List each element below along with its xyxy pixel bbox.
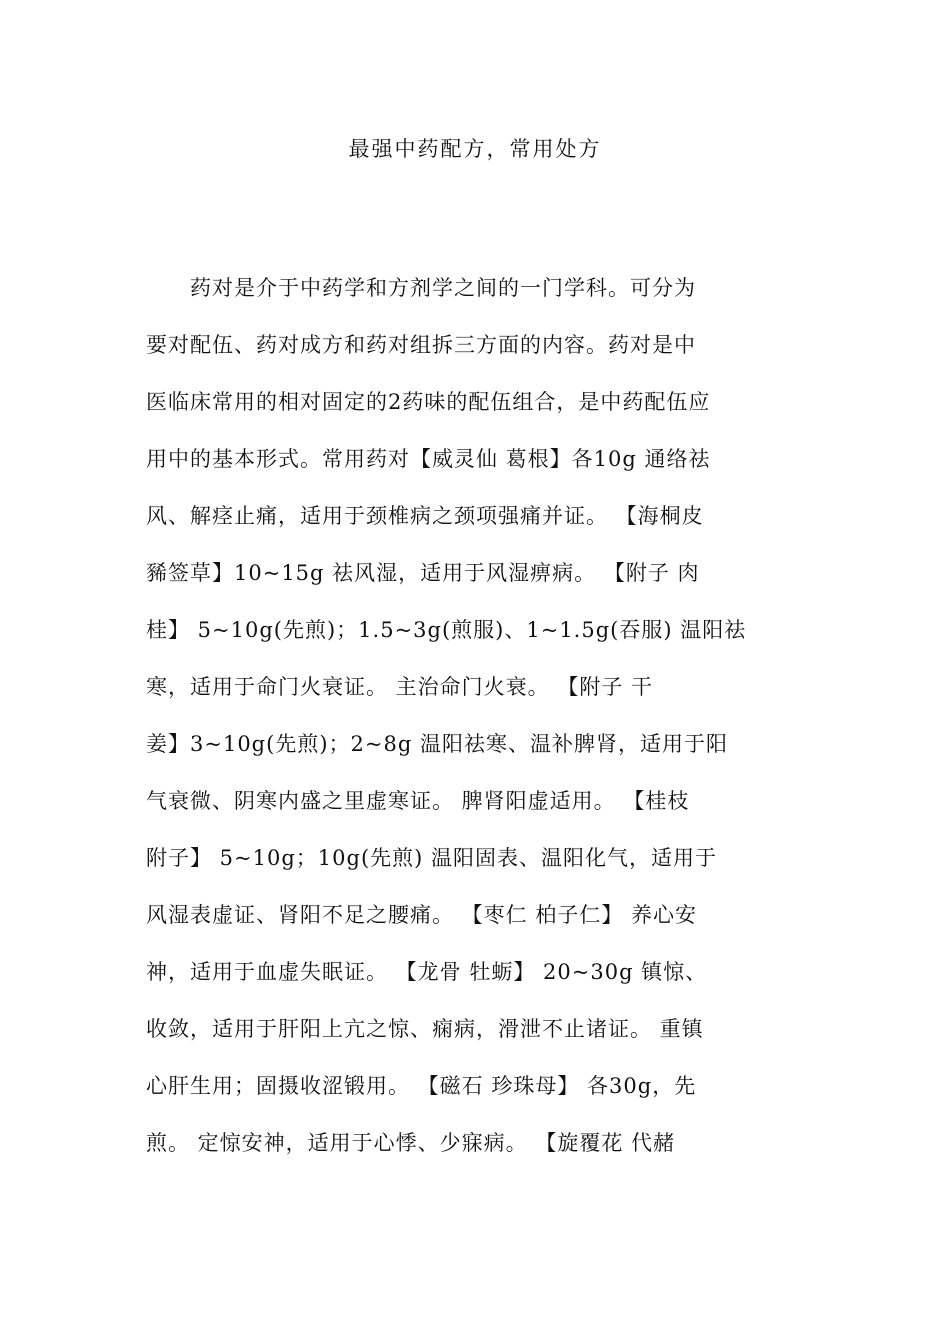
text-line: 附子】 5~10g；10g(先煎) 温阳固表、温阳化气，适用于 [146, 846, 718, 870]
document-title: 最强中药配方，常用处方 [348, 137, 602, 161]
text-line: 风湿表虚证、肾阳不足之腰痛。 【枣仁 柏子仁】 养心安 [146, 903, 698, 927]
text-line: 姜】3~10g(先煎)；2~8g 温阳祛寒、温补脾肾，适用于阳 [146, 732, 728, 756]
text-line: 风、解痉止痛，适用于颈椎病之颈项强痛并证。 【海桐皮 [146, 504, 704, 528]
text-line: 用中的基本形式。常用药对【威灵仙 葛根】各10g 通络祛 [146, 447, 711, 471]
text-line: 医临床常用的相对固定的2药味的配伍组合，是中药配伍应 [146, 390, 711, 414]
text-line: 煎。 定惊安神，适用于心悸、少寐病。 【旋覆花 代赭 [146, 1131, 676, 1155]
text-line: 药对是介于中药学和方剂学之间的一门学科。可分为 [146, 276, 696, 300]
body-paragraph [146, 271, 811, 1183]
text-line: 要对配伍、药对成方和药对组拆三方面的内容。药对是中 [146, 333, 696, 357]
text-line: 神，适用于血虚失眠证。 【龙骨 牡蛎】 20~30g 镇惊、 [146, 960, 708, 984]
text-line: 收敛，适用于肝阳上亢之惊、痫病，滑泄不止诸证。 重镇 [146, 1017, 704, 1041]
text-line: 气衰微、阴寒内盛之里虚寒证。 脾肾阳虚适用。 【桂枝 [146, 789, 690, 813]
text-line: 桂】 5~10g(先煎)；1.5~3g(煎服)、1~1.5g(吞服) 温阳祛 [146, 618, 747, 642]
text-line: 豨签草】10~15g 祛风湿，适用于风湿痹病。 【附子 肉 [146, 561, 700, 585]
text-line: 寒，适用于命门火衰证。 主治命门火衰。 【附子 干 [146, 675, 654, 699]
text-line: 心肝生用；固摄收涩锻用。 【磁石 珍珠母】 各30g，先 [146, 1074, 697, 1098]
